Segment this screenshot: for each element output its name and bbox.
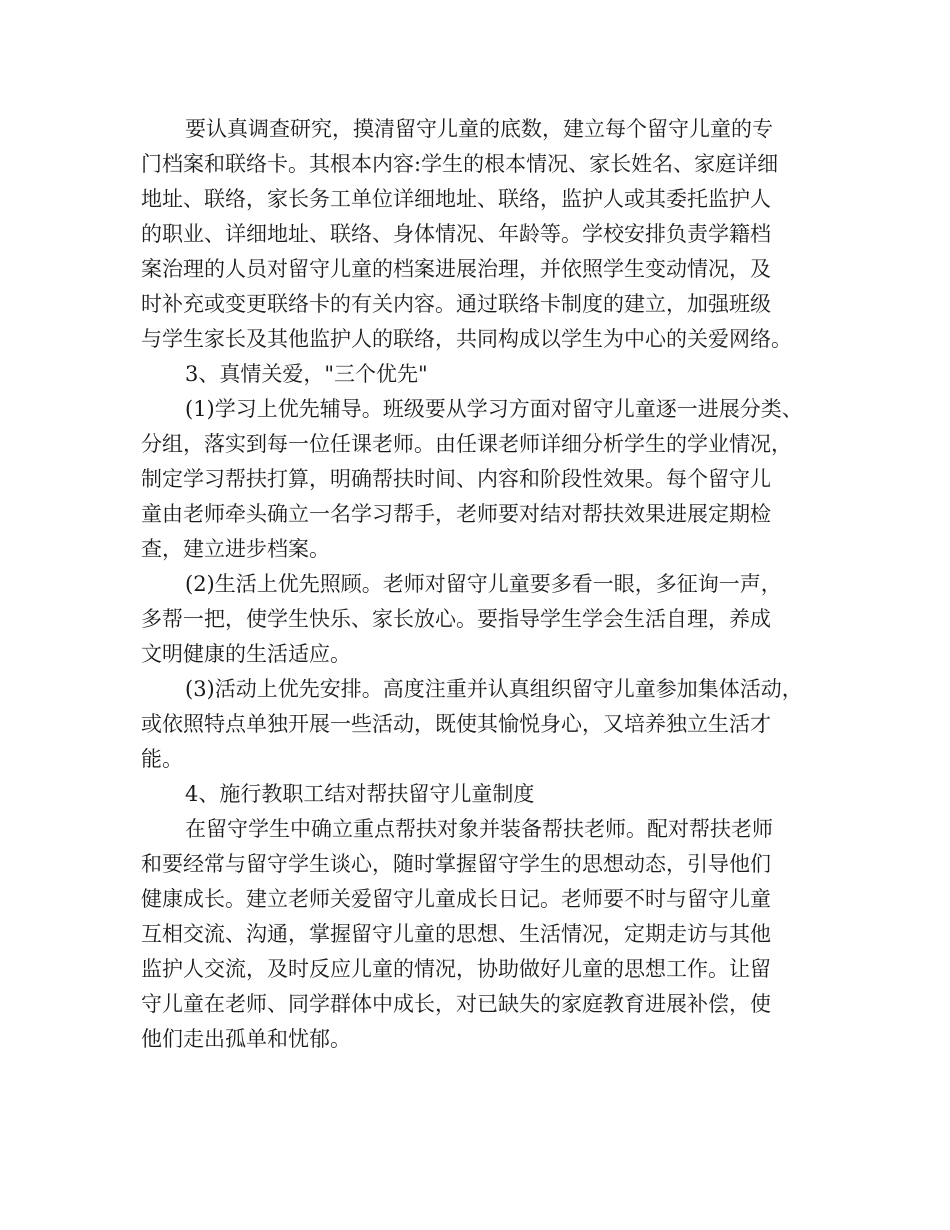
text-line: 查，建立进步档案。 bbox=[141, 537, 330, 561]
text-line: 在留守学生中确立重点帮扶对象并装备帮扶老师。配对帮扶老师 bbox=[185, 817, 773, 841]
section-heading-three-priorities bbox=[141, 357, 831, 392]
text-line: 案治理的人员对留守儿童的档案进展治理，并依照学生变动情况，及 bbox=[141, 257, 771, 281]
section-heading-pairing-system bbox=[141, 777, 831, 812]
text-line: 时补充或变更联络卡的有关内容。通过联络卡制度的建立，加强班级 bbox=[141, 292, 771, 316]
paragraph-records bbox=[141, 112, 831, 357]
document-body bbox=[141, 112, 831, 1057]
text-line: 健康成长。建立老师关爱留守儿童成长日记。老师要不时与留守儿童 bbox=[141, 887, 771, 911]
text-line: 与学生家长及其他监护人的联络，共同构成以学生为中心的关爱网络。 bbox=[141, 327, 792, 351]
paragraph-pairing-details bbox=[141, 812, 831, 1057]
text-line: 地址、联络，家长务工单位详细地址、联络，监护人或其委托监护人 bbox=[141, 187, 771, 211]
paragraph-life-priority bbox=[141, 567, 831, 672]
text-line: 文明健康的生活适应。 bbox=[141, 642, 351, 666]
text-line: 互相交流、沟通，掌握留守儿童的思想、生活情况，定期走访与其他 bbox=[141, 922, 771, 946]
text-line: 分组，落实到每一位任课老师。由任课老师详细分析学生的学业情况， bbox=[141, 432, 792, 456]
text-line: 童由老师牵头确立一名学习帮手，老师要对结对帮扶效果进展定期检 bbox=[141, 502, 771, 526]
text-line: 的职业、详细地址、联络、身体情况、年龄等。学校安排负责学籍档 bbox=[141, 222, 771, 246]
text-line: 他们走出孤单和忧郁。 bbox=[141, 1027, 351, 1051]
text-line: 3、真情关爱，"三个优先" bbox=[185, 362, 428, 386]
text-line: 要认真调查研究，摸清留守儿童的底数，建立每个留守儿童的专 bbox=[185, 117, 773, 141]
paragraph-study-priority bbox=[141, 392, 831, 567]
text-line: 监护人交流，及时反应儿童的情况，协助做好儿童的思想工作。让留 bbox=[141, 957, 771, 981]
paragraph-activity-priority bbox=[141, 672, 831, 777]
text-line: 门档案和联络卡。其根本内容:学生的根本情况、家长姓名、家庭详细 bbox=[141, 152, 779, 176]
text-line: 能。 bbox=[141, 747, 183, 771]
text-line: (1)学习上优先辅导。班级要从学习方面对留守儿童逐一进展分类、 bbox=[185, 397, 803, 421]
text-line: 4、施行教职工结对帮扶留守儿童制度 bbox=[185, 782, 535, 806]
text-line: 制定学习帮扶打算，明确帮扶时间、内容和阶段性效果。每个留守儿 bbox=[141, 467, 771, 491]
text-line: 或依照特点单独开展一些活动，既使其愉悦身心，又培养独立生活才 bbox=[141, 712, 771, 736]
text-line: (3)活动上优先安排。高度注重并认真组织留守儿童参加集体活动， bbox=[185, 677, 803, 701]
text-line: (2)生活上优先照顾。老师对留守儿童要多看一眼，多征询一声， bbox=[185, 572, 782, 596]
text-line: 守儿童在老师、同学群体中成长，对已缺失的家庭教育进展补偿，使 bbox=[141, 992, 771, 1016]
text-line: 多帮一把，使学生快乐、家长放心。要指导学生学会生活自理，养成 bbox=[141, 607, 771, 631]
text-line: 和要经常与留守学生谈心，随时掌握留守学生的思想动态，引导他们 bbox=[141, 852, 771, 876]
